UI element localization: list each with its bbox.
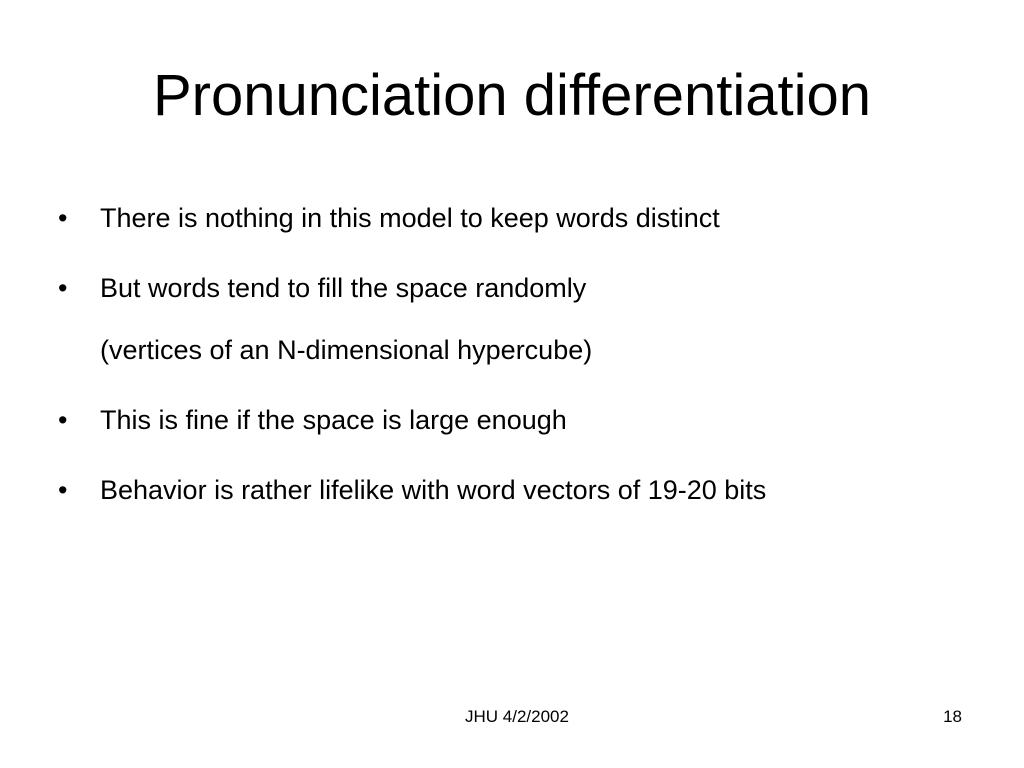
bullet-line: This is fine if the space is large enough — [100, 405, 567, 435]
bullet-marker: • — [58, 405, 68, 435]
bullet-text — [100, 268, 998, 370]
bullet-marker: • — [58, 273, 68, 303]
bullet-item — [58, 470, 998, 510]
bullet-line: But words tend to fill the space randomly — [100, 273, 587, 303]
bullet-line: There is nothing in this model to keep words distinct — [100, 203, 720, 233]
bullet-list — [58, 198, 998, 540]
bullet-line: Behavior is rather lifelike with word vectors of 19-20 bits — [100, 475, 767, 505]
page-number: 18 — [943, 707, 962, 726]
bullet-marker: • — [58, 203, 68, 233]
bullet-item — [58, 198, 998, 238]
bullet-item — [58, 268, 998, 370]
bullet-text — [100, 470, 998, 510]
bullet-marker: • — [58, 475, 68, 505]
slide-title: Pronunciation differentiation — [153, 63, 871, 128]
footer-date: JHU 4/2/2002 — [465, 707, 569, 726]
bullet-text — [100, 198, 998, 238]
bullet-item — [58, 400, 998, 440]
bullet-text — [100, 400, 998, 440]
bullet-continuation-line: (vertices of an N-dimensional hypercube) — [100, 335, 593, 365]
